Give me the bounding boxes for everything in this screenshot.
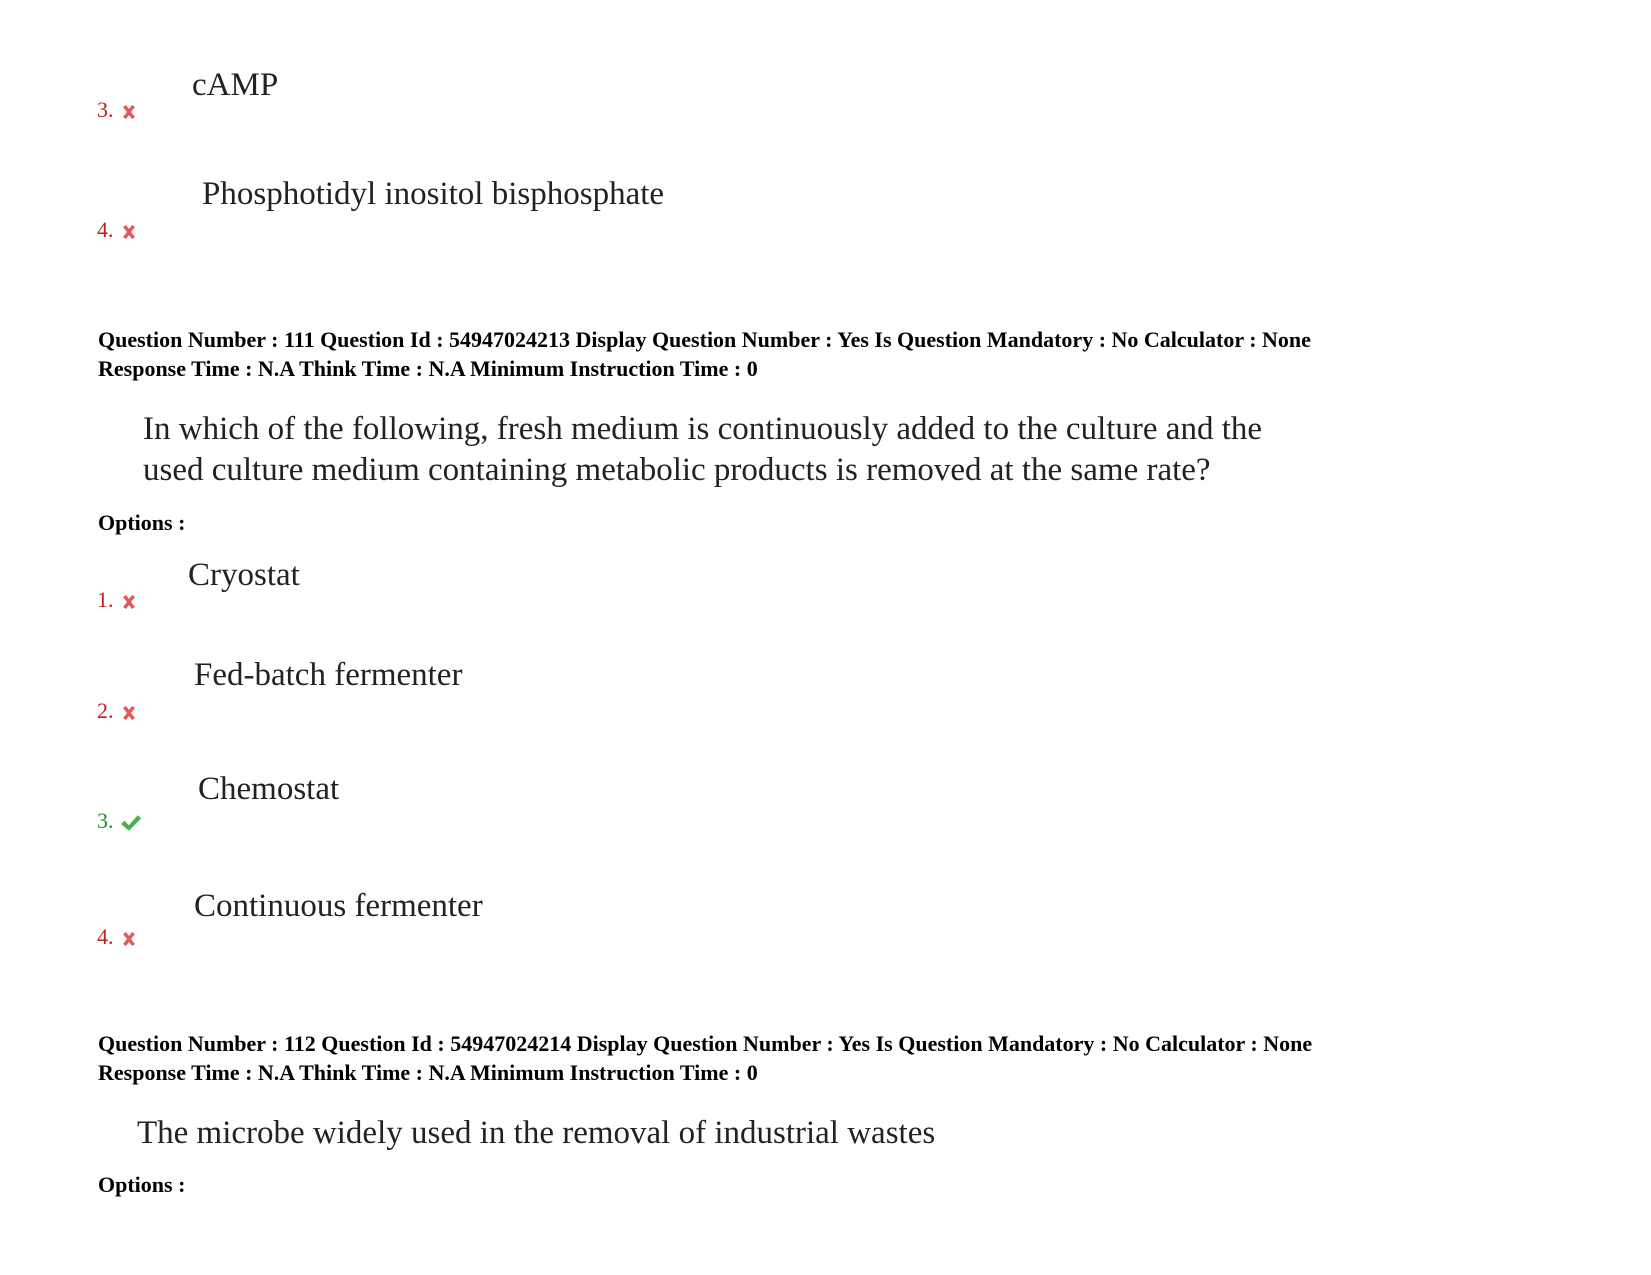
option-number — [97, 809, 142, 833]
question-meta-line1: Question Number : 112 Question Id : 54947024214 Display Question Number : Yes Is Question Mandatory : No Calculator : None — [98, 1031, 1313, 1056]
question-text-line2: used culture medium containing metabolic products is removed at the same rate? — [143, 452, 1211, 488]
option-text: Fed-batch fermenter — [194, 657, 463, 693]
question-meta-line1: Question Number : 111 Question Id : 54947024213 Display Question Number : Yes Is Question Mandatory : No Calculator : None — [98, 327, 1311, 352]
option-number-label: 3. — [97, 808, 114, 833]
option-number-label: 3. — [97, 97, 114, 122]
option-text: Phosphotidyl inositol bisphosphate — [202, 176, 665, 212]
option-text: Chemostat — [198, 771, 340, 807]
check-icon — [118, 813, 142, 833]
question-text-line1: The microbe widely used in the removal of industrial wastes — [137, 1115, 936, 1151]
question-text-line1: In which of the following, fresh medium is continuously added to the culture and the — [143, 411, 1263, 447]
option-number-label: 4. — [97, 924, 114, 949]
option-number — [97, 588, 138, 612]
option-text: Cryostat — [188, 557, 300, 593]
cross-icon — [120, 930, 138, 948]
options-label: Options : — [98, 510, 186, 535]
option-number-label: 1. — [97, 587, 114, 612]
cross-icon — [120, 223, 138, 241]
question-meta-line2: Response Time : N.A Think Time : N.A Minimum Instruction Time : 0 — [98, 1060, 758, 1085]
question-meta-line2: Response Time : N.A Think Time : N.A Minimum Instruction Time : 0 — [98, 356, 758, 381]
option-number — [97, 218, 138, 242]
cross-icon — [120, 103, 138, 121]
option-text: Continuous fermenter — [194, 888, 483, 924]
option-number-label: 2. — [97, 698, 114, 723]
options-label: Options : — [98, 1172, 186, 1197]
option-number — [97, 925, 138, 949]
option-number-label: 4. — [97, 217, 114, 242]
option-number — [97, 98, 138, 122]
cross-icon — [120, 704, 138, 722]
option-number — [97, 699, 138, 723]
cross-icon — [120, 593, 138, 611]
option-text: cAMP — [192, 67, 279, 103]
